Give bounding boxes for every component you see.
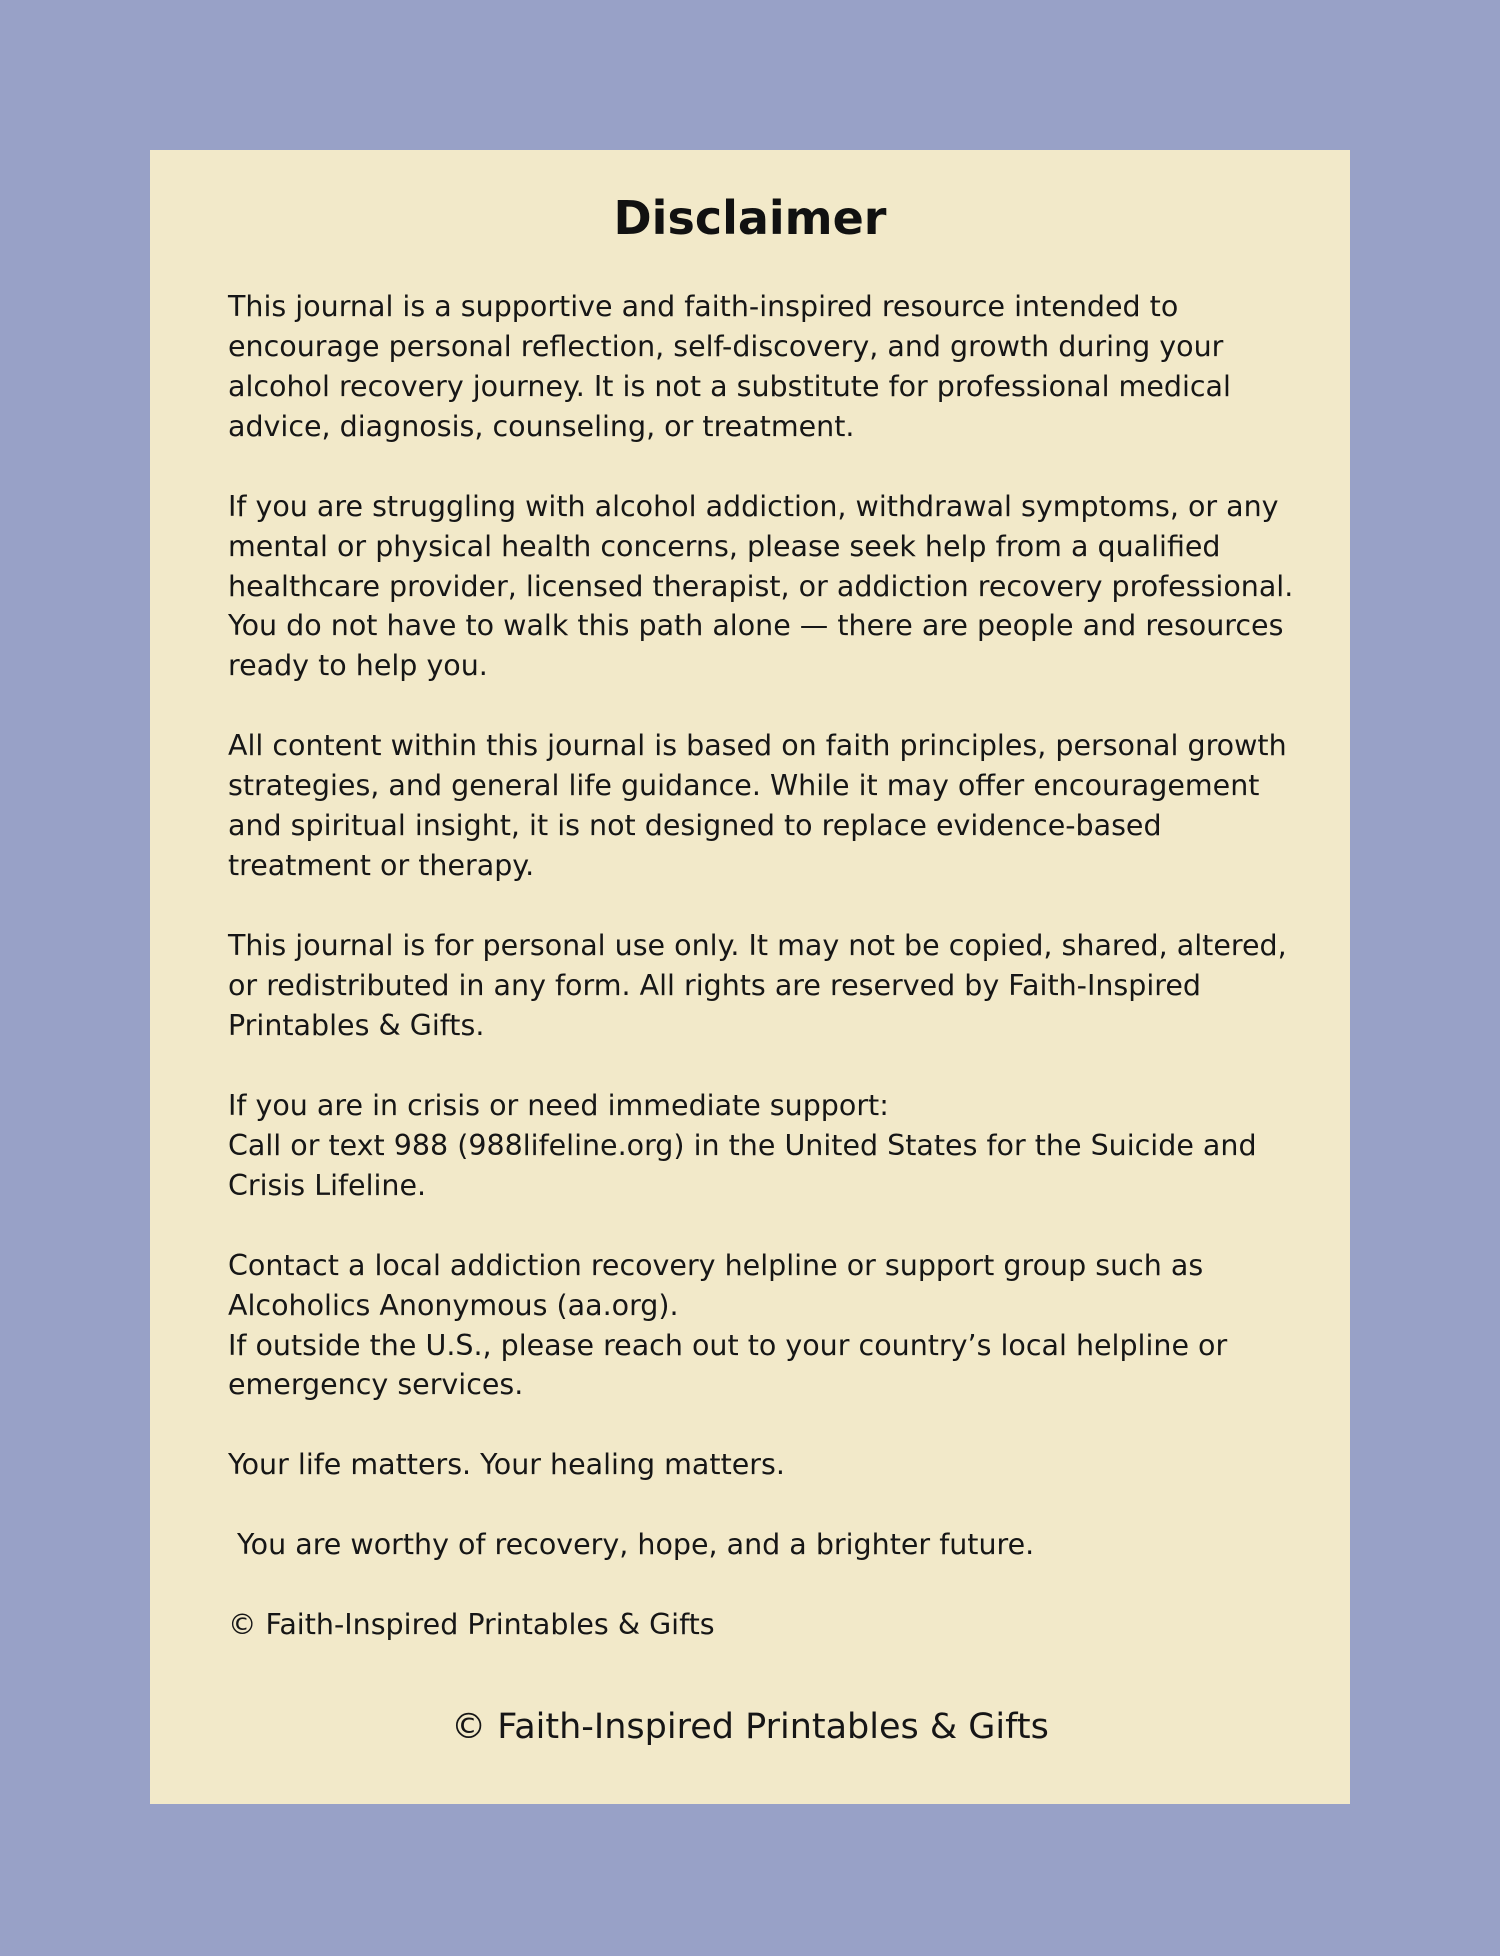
paragraph-2-line-5: ready to help you. <box>228 649 488 682</box>
paragraph-1-line-4: advice, diagnosis, counseling, or treatment. <box>228 410 855 443</box>
paragraph-2-line-3: healthcare provider, licensed therapist, or addiction recovery professional. <box>228 570 1294 603</box>
paragraph-3-line-4: treatment or therapy. <box>228 849 535 882</box>
paragraph-3-line-3: and spiritual insight, it is not designed to replace evidence-based <box>228 809 1162 842</box>
paragraph-1-line-1: This journal is a supportive and faith-inspired resource intended to <box>228 290 1179 323</box>
life-matters-line: Your life matters. Your healing matters. <box>228 1448 785 1481</box>
paragraph-3-line-2: strategies, and general life guidance. While it may offer encouragement <box>228 769 1260 802</box>
helpline-line-2: Alcoholics Anonymous (aa.org). <box>228 1289 679 1322</box>
worthy-line: You are worthy of recovery, hope, and a brighter future. <box>228 1528 1035 1561</box>
paragraph-2-line-2: mental or physical health concerns, please seek help from a qualified <box>228 530 1221 563</box>
paragraph-3-line-1: All content within this journal is based on faith principles, personal growth <box>228 729 1287 762</box>
paragraph-1-line-2: encourage personal reflection, self-discovery, and growth during your <box>228 330 1224 363</box>
paragraph-4-line-1: This journal is for personal use only. It may not be copied, shared, altered, <box>228 929 1287 962</box>
footer-copyright: © Faith-Inspired Printables & Gifts <box>451 1707 1049 1747</box>
paragraph-2-line-1: If you are struggling with alcohol addiction, withdrawal symptoms, or any <box>228 490 1279 523</box>
crisis-line-2: Call or text 988 (988lifeline.org) in the United States for the Suicide and <box>228 1129 1257 1162</box>
paragraph-4-line-3: Printables & Gifts. <box>228 1009 485 1042</box>
paragraph-4-line-2: or redistributed in any form. All rights are reserved by Faith-Inspired <box>228 969 1202 1002</box>
helpline-line-3: If outside the U.S., please reach out to your country’s local helpline or <box>228 1329 1228 1362</box>
helpline-line-1: Contact a local addiction recovery helpline or support group such as <box>228 1249 1204 1282</box>
copyright-line: © Faith-Inspired Printables & Gifts <box>228 1608 715 1641</box>
paragraph-2-line-4: You do not have to walk this path alone — there are people and resources <box>228 609 1284 642</box>
paragraph-1-line-3: alcohol recovery journey. It is not a substitute for professional medical <box>228 370 1231 403</box>
page-title: Disclaimer <box>613 191 887 245</box>
crisis-line-3: Crisis Lifeline. <box>228 1169 427 1202</box>
crisis-line-1: If you are in crisis or need immediate support: <box>228 1089 889 1122</box>
helpline-line-4: emergency services. <box>228 1368 524 1401</box>
